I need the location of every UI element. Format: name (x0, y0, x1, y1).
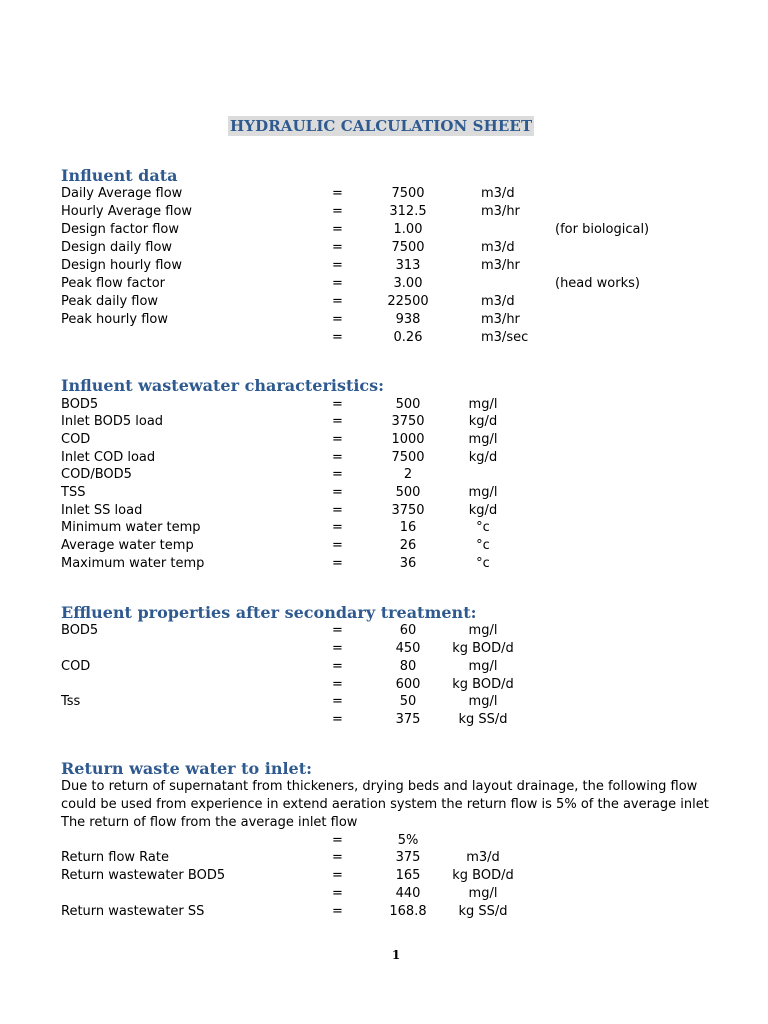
table-row (0, 413, 768, 431)
row-value: 50 (399, 694, 417, 709)
equals-sign: = (332, 556, 343, 571)
equals-sign: = (332, 240, 343, 255)
row-label: Average water temp (61, 538, 194, 553)
row-label: Maximum water temp (61, 556, 205, 571)
table-row (0, 555, 768, 573)
row-unit: kg/d (468, 503, 498, 518)
equals-sign: = (332, 641, 343, 656)
row-label: Peak daily flow (61, 294, 159, 309)
table-row (0, 693, 768, 711)
row-label: Minimum water temp (61, 520, 201, 535)
row-value: 36 (399, 556, 417, 571)
row-label: Tss (61, 694, 81, 709)
equals-sign: = (332, 712, 343, 727)
row-label: Hourly Average flow (61, 204, 193, 219)
row-unit: m3/hr (481, 204, 520, 219)
row-unit: kg BOD/d (452, 868, 514, 883)
row-unit: kg BOD/d (452, 677, 514, 692)
row-value: 1000 (391, 432, 425, 447)
row-unit: °c (476, 538, 490, 553)
row-value: 60 (399, 623, 417, 638)
table-row (0, 185, 768, 203)
table-row (0, 431, 768, 449)
row-unit: m3/d (481, 240, 515, 255)
table-row (0, 537, 768, 555)
row-label: COD (61, 432, 91, 447)
equals-sign: = (332, 868, 343, 883)
row-unit: kg/d (468, 414, 498, 429)
table-row (0, 221, 768, 239)
row-value: 938 (395, 312, 421, 327)
row-label: BOD5 (61, 623, 99, 638)
row-label: Return wastewater SS (61, 904, 205, 919)
table-row (0, 239, 768, 257)
table-row (0, 329, 768, 347)
row-value: 165 (395, 868, 421, 883)
row-label: COD/BOD5 (61, 467, 132, 482)
table-row (0, 849, 768, 867)
row-unit: mg/l (468, 694, 498, 709)
row-unit: m3/d (481, 294, 515, 309)
equals-sign: = (332, 414, 343, 429)
row-value: 2 (403, 467, 413, 482)
row-unit: m3/d (466, 850, 500, 865)
row-label: Peak hourly flow (61, 312, 168, 327)
row-value: 80 (399, 659, 417, 674)
row-unit: °c (476, 556, 490, 571)
equals-sign: = (332, 503, 343, 518)
table-row (0, 867, 768, 885)
row-value: 1.00 (393, 222, 423, 237)
table-row (0, 466, 768, 484)
row-unit: mg/l (468, 886, 498, 901)
row-label: Inlet BOD5 load (61, 414, 164, 429)
table-row (0, 449, 768, 467)
row-unit: m3/hr (481, 312, 520, 327)
row-label: Return flow Rate (61, 850, 169, 865)
row-value: 500 (395, 485, 421, 500)
table-row (0, 640, 768, 658)
row-value: 3750 (391, 414, 425, 429)
row-unit: mg/l (468, 397, 498, 412)
section-heading-influent-characteristics: Influent wastewater characteristics: (61, 376, 385, 395)
equals-sign: = (332, 485, 343, 500)
table-row (0, 903, 768, 921)
equals-sign: = (332, 520, 343, 535)
row-unit: m3/hr (481, 258, 520, 273)
equals-sign: = (332, 467, 343, 482)
table-row (0, 622, 768, 640)
row-value: 7500 (391, 240, 425, 255)
table-row (0, 502, 768, 520)
table-row (0, 711, 768, 729)
row-label: Design factor flow (61, 222, 180, 237)
row-unit: °c (476, 520, 490, 535)
row-value: 450 (395, 641, 421, 656)
row-value: 440 (395, 886, 421, 901)
equals-sign: = (332, 538, 343, 553)
table-row (0, 832, 768, 850)
row-label: TSS (61, 485, 86, 500)
row-unit: mg/l (468, 659, 498, 674)
row-unit: mg/l (468, 432, 498, 447)
row-value: 375 (395, 850, 421, 865)
equals-sign: = (332, 694, 343, 709)
table-row (0, 275, 768, 293)
paragraph-line: The return of flow from the average inlet flow (61, 815, 358, 830)
row-label: Return wastewater BOD5 (61, 868, 226, 883)
row-value: 3.00 (393, 276, 423, 291)
equals-sign: = (332, 312, 343, 327)
section-heading-influent-data: Influent data (61, 166, 178, 185)
table-row (0, 519, 768, 537)
row-value: 7500 (391, 186, 425, 201)
paragraph-line: could be used from experience in extend aeration system the return flow is 5% of the average inlet (61, 797, 709, 812)
table-row (0, 203, 768, 221)
page-number: 1 (391, 948, 401, 962)
table-row (0, 676, 768, 694)
equals-sign: = (332, 204, 343, 219)
equals-sign: = (332, 886, 343, 901)
equals-sign: = (332, 258, 343, 273)
row-label: BOD5 (61, 397, 99, 412)
row-unit: m3/sec (481, 330, 529, 345)
row-label: Design hourly flow (61, 258, 183, 273)
row-value: 312.5 (389, 204, 427, 219)
equals-sign: = (332, 330, 343, 345)
row-label: Daily Average flow (61, 186, 183, 201)
equals-sign: = (332, 397, 343, 412)
paragraph-line: Due to return of supernatant from thickeners, drying beds and layout drainage, the following flow (61, 779, 698, 794)
equals-sign: = (332, 904, 343, 919)
table-row (0, 484, 768, 502)
table-row (0, 396, 768, 414)
equals-sign: = (332, 623, 343, 638)
row-value: 168.8 (389, 904, 427, 919)
equals-sign: = (332, 450, 343, 465)
row-unit: kg BOD/d (452, 641, 514, 656)
row-value: 22500 (387, 294, 429, 309)
row-label: Peak flow factor (61, 276, 165, 291)
row-value: 0.26 (393, 330, 423, 345)
row-value: 3750 (391, 503, 425, 518)
row-value: 375 (395, 712, 421, 727)
equals-sign: = (332, 677, 343, 692)
row-label: COD (61, 659, 91, 674)
equals-sign: = (332, 276, 343, 291)
equals-sign: = (332, 850, 343, 865)
table-row (0, 257, 768, 275)
equals-sign: = (332, 432, 343, 447)
page-title: HYDRAULIC CALCULATION SHEET (230, 117, 533, 135)
row-value: 500 (395, 397, 421, 412)
row-value: 600 (395, 677, 421, 692)
row-unit: kg SS/d (458, 712, 508, 727)
row-value: 26 (399, 538, 417, 553)
equals-sign: = (332, 659, 343, 674)
row-value: 5% (397, 833, 419, 848)
equals-sign: = (332, 833, 343, 848)
equals-sign: = (332, 222, 343, 237)
table-row (0, 311, 768, 329)
section-heading-effluent-properties: Effluent properties after secondary treatment: (61, 603, 477, 622)
row-unit: m3/d (481, 186, 515, 201)
row-unit: kg SS/d (458, 904, 508, 919)
row-label: Design daily flow (61, 240, 173, 255)
row-value: 7500 (391, 450, 425, 465)
table-row (0, 885, 768, 903)
table-row (0, 658, 768, 676)
row-label: Inlet COD load (61, 450, 156, 465)
equals-sign: = (332, 186, 343, 201)
table-row (0, 293, 768, 311)
row-value: 16 (399, 520, 417, 535)
section-heading-return-waste-water: Return waste water to inlet: (61, 759, 313, 778)
row-unit: kg/d (468, 450, 498, 465)
row-unit: mg/l (468, 623, 498, 638)
row-note: (head works) (555, 276, 640, 291)
row-note: (for biological) (555, 222, 650, 237)
row-unit: mg/l (468, 485, 498, 500)
row-value: 313 (395, 258, 421, 273)
row-label: Inlet SS load (61, 503, 143, 518)
equals-sign: = (332, 294, 343, 309)
